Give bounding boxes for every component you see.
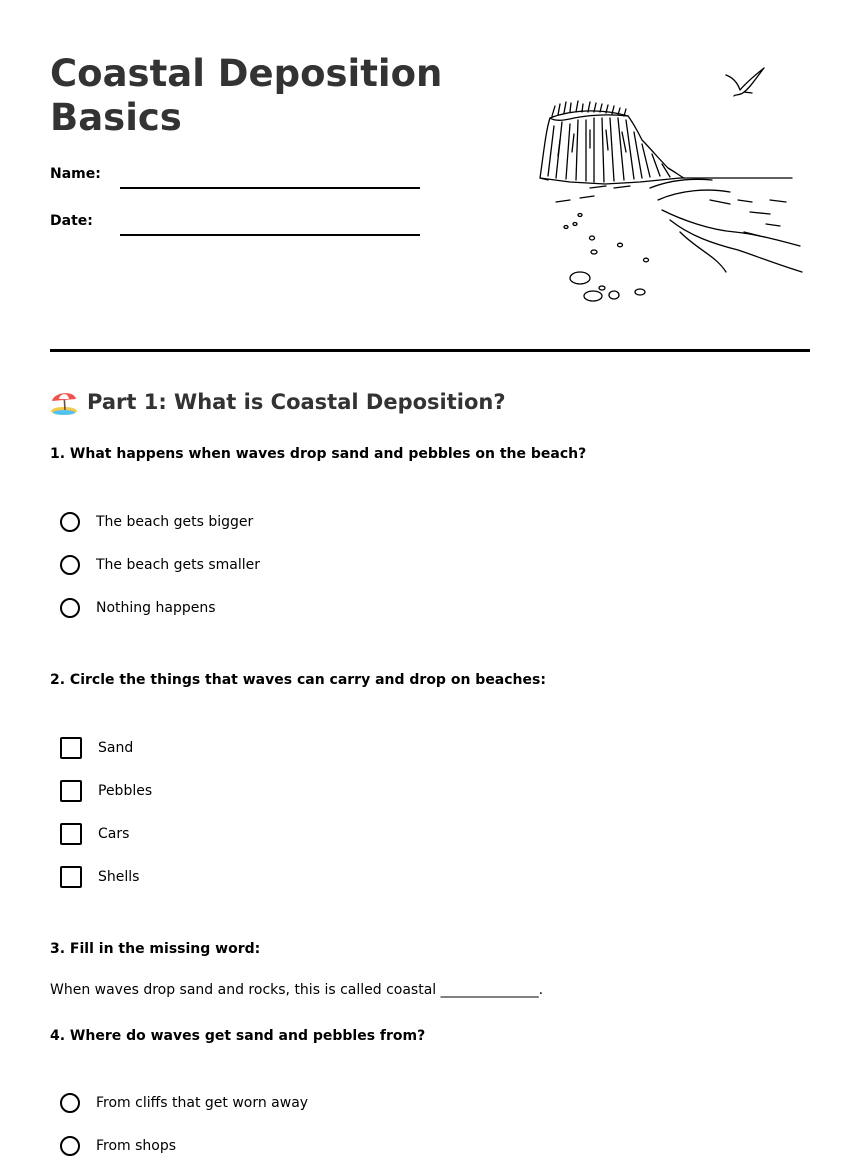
worksheet-title: Coastal Deposition Basics (50, 52, 443, 139)
q1-option-3[interactable] (60, 598, 216, 618)
radio-button[interactable] (60, 555, 80, 575)
date-label: Date: (50, 213, 93, 229)
q4-option-1[interactable] (60, 1093, 308, 1113)
option-label: Nothing happens (96, 600, 216, 616)
fill-in-sentence[interactable]: When waves drop sand and rocks, this is called coastal ______________. (50, 982, 544, 998)
part1-title: Part 1: What is Coastal Deposition? (87, 390, 506, 414)
checkbox[interactable] (60, 780, 82, 802)
checkbox[interactable] (60, 737, 82, 759)
q2-option-3[interactable] (60, 823, 129, 845)
q4-option-2[interactable] (60, 1136, 176, 1156)
option-label: Cars (98, 826, 130, 842)
option-label: Sand (98, 740, 134, 756)
beach-umbrella-icon (50, 388, 78, 416)
q2-option-4[interactable] (60, 866, 139, 888)
q1-option-2[interactable] (60, 555, 260, 575)
option-label: From shops (96, 1138, 177, 1154)
name-field[interactable] (120, 187, 420, 189)
question-3: 3. Fill in the missing word: (50, 941, 261, 957)
option-label: From cliffs that get worn away (96, 1095, 309, 1111)
question-4: 4. Where do waves get sand and pebbles from? (50, 1028, 426, 1044)
option-label: Pebbles (98, 783, 153, 799)
question-2: 2. Circle the things that waves can carry and drop on beaches: (50, 672, 546, 688)
option-label: The beach gets bigger (96, 514, 254, 530)
q1-option-1[interactable] (60, 512, 253, 532)
name-label: Name: (50, 166, 101, 182)
option-label: Shells (98, 869, 140, 885)
radio-button[interactable] (60, 512, 80, 532)
radio-button[interactable] (60, 1136, 80, 1156)
date-field[interactable] (120, 234, 420, 236)
radio-button[interactable] (60, 598, 80, 618)
question-1: 1. What happens when waves drop sand and pebbles on the beach? (50, 446, 587, 462)
coastal-cliff-illustration (530, 60, 810, 310)
checkbox[interactable] (60, 866, 82, 888)
radio-button[interactable] (60, 1093, 80, 1113)
q2-option-1[interactable] (60, 737, 133, 759)
checkbox[interactable] (60, 823, 82, 845)
seagull-icon (726, 68, 764, 96)
section-divider (50, 349, 810, 352)
option-label: The beach gets smaller (96, 557, 260, 573)
q2-option-2[interactable] (60, 780, 152, 802)
part1-heading (50, 388, 506, 416)
